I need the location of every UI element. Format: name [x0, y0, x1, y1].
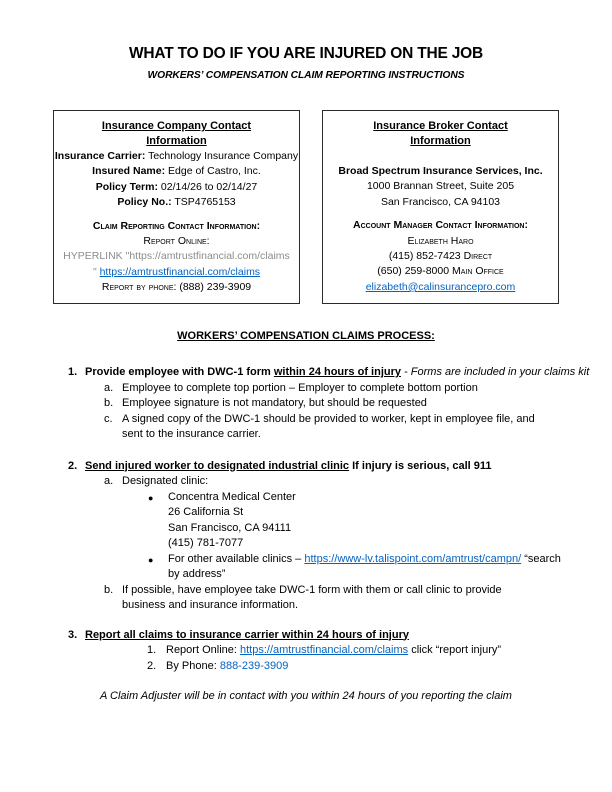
report-online-label: Report Online:: [143, 235, 210, 248]
amtrust-claims-link[interactable]: https://amtrustfinancial.com/claims: [99, 265, 261, 278]
account-manager-name: Elizabeth Haro: [407, 234, 474, 247]
insurance-company-box: [53, 110, 300, 304]
other-clinics-search-hint: “search by address”: [168, 552, 561, 580]
item-3-sub2: [0, 659, 612, 675]
clinic-address-line1: 26 California St: [168, 506, 244, 518]
clinic-name: Concentra Medical Center: [168, 490, 296, 503]
policy-term-field: [54, 180, 299, 195]
claim-adjuster-note: A Claim Adjuster will be in contact with you within 24 hours of you reporting the claim: [100, 690, 512, 702]
broker-address-line1: 1000 Brannan Street, Suite 205: [366, 180, 515, 193]
item-1b-letter: b.: [104, 397, 114, 409]
spacer: [54, 211, 299, 219]
policy-term-label: Policy Term:: [95, 180, 158, 193]
item-2a: [0, 474, 560, 490]
claims-process-list: [0, 365, 612, 705]
report-online-text: Report Online:: [166, 644, 237, 656]
item-2b: [0, 583, 548, 614]
item-1-title: Provide employee with DWC-1 form: [85, 366, 271, 378]
other-clinics-text: For other available clinics –: [168, 552, 302, 565]
policy-number-field: [54, 195, 299, 210]
phone-direct-line: (415) 852-7423 Direct: [388, 250, 493, 263]
item-1c-letter: c.: [104, 412, 113, 425]
policy-number-label: Policy No.:: [117, 196, 172, 209]
process-item-3: [0, 628, 612, 644]
report-online-claims-link[interactable]: https://amtrustfinancial.com/claims: [240, 644, 409, 656]
item-2-number: 2.: [68, 459, 78, 472]
item-2b-text: If possible, have employee take DWC-1 form with them or call clinic to provide business and insurance information.: [122, 583, 502, 611]
process-item-2: [0, 459, 612, 475]
item-2-title-underlined: Send injured worker to designated industrial clinic: [85, 459, 350, 472]
bullet-icon: ●: [148, 554, 154, 565]
hyperlink-artifact-line: HYPERLINK "https://amtrustfinancial.com/claims: [63, 250, 290, 263]
document-header: [0, 0, 612, 81]
carrier-label: Insurance Carrier:: [54, 150, 146, 162]
item-1c: [0, 412, 548, 443]
item-3-sub1: [0, 643, 612, 659]
hyperlink-artifact-quote: ": [92, 265, 97, 278]
item-1a-letter: a.: [104, 381, 114, 394]
insured-label: Insured Name:: [92, 165, 166, 178]
item-2a-text: Designated clinic:: [122, 475, 209, 487]
spacer: [323, 149, 558, 164]
report-by-phone-line: Report by phone: (888) 239-3909: [101, 281, 252, 294]
talispoint-clinics-link[interactable]: https://www-lv.talispoint.com/amtrust/campn/: [304, 552, 522, 565]
phone-main-office-line: (650) 259-8000 Main Office: [377, 265, 504, 278]
claims-process-heading: WORKERS’ COMPENSATION CLAIMS PROCESS:: [177, 330, 435, 342]
other-clinics-bullet: [0, 552, 575, 583]
clinic-bullet: [0, 490, 568, 506]
item-1-dash: -: [404, 366, 408, 378]
item-1-title-underlined: within 24 hours of injury: [273, 366, 401, 378]
item-3-sub1-number: 1.: [147, 644, 157, 656]
spacer: [323, 210, 558, 218]
policy-number-value: TSP4765153: [174, 196, 236, 209]
item-2-title-rest: If injury is serious, call 911: [352, 459, 492, 472]
item-3-sub2-number: 2.: [147, 659, 157, 672]
by-phone-text: By Phone:: [166, 659, 217, 672]
report-injury-hint: click “report injury”: [411, 644, 502, 656]
item-1a: [0, 381, 560, 397]
item-1b-text: Employee signature is not mandatory, but should be requested: [122, 397, 427, 409]
carrier-value: Technology Insurance Company: [148, 150, 299, 162]
insurance-broker-heading: Insurance Broker Contact Information: [373, 120, 508, 147]
clinic-phone: (415) 781-7077: [168, 537, 244, 549]
broker-company-name: Broad Spectrum Insurance Services, Inc.: [338, 165, 543, 177]
broker-address-line2: San Francisco, CA 94103: [380, 195, 501, 208]
item-1c-text: A signed copy of the DWC-1 should be provided to worker, kept in employee file, and sent to the insurance carrier.: [122, 412, 535, 440]
item-2b-letter: b.: [104, 583, 114, 596]
page-title: WHAT TO DO IF YOU ARE INJURED ON THE JOB: [129, 45, 483, 62]
process-item-1: [0, 365, 612, 381]
insurance-broker-box: [322, 110, 559, 304]
item-1a-text: Employee to complete top portion – Employer to complete bottom portion: [122, 381, 478, 394]
insurance-company-heading: Insurance Company Contact Information: [101, 120, 252, 147]
account-manager-email-link[interactable]: elizabeth@calinsurancepro.com: [365, 280, 516, 293]
item-3-title-underlined: Report all claims to insurance carrier within 24 hours of injury: [85, 628, 409, 641]
clinic-address-line2: San Francisco, CA 94111: [168, 521, 292, 534]
insured-field: [54, 164, 299, 179]
report-phone-link[interactable]: 888-239-3909: [219, 659, 289, 672]
page-subtitle: WORKERS’ COMPENSATION CLAIM REPORTING INSTRUCTIONS: [147, 70, 465, 81]
claim-reporting-heading: Claim Reporting Contact Information:: [92, 219, 261, 232]
carrier-field: [54, 149, 299, 164]
account-manager-heading: Account Manager Contact Information:: [353, 219, 528, 232]
bullet-icon: ●: [148, 492, 154, 503]
item-1-number: 1.: [68, 366, 78, 378]
policy-term-value: 02/14/26 to 02/14/27: [160, 180, 258, 193]
item-1-note: Forms are included in your claims kit: [410, 366, 590, 378]
item-2a-letter: a.: [104, 475, 114, 487]
claims-link-line: [54, 265, 299, 280]
item-3-number: 3.: [68, 628, 78, 641]
item-1b: [0, 396, 560, 412]
contact-boxes-row: [0, 110, 612, 304]
email-line: [323, 280, 558, 295]
insured-value: Edge of Castro, Inc.: [168, 165, 261, 178]
